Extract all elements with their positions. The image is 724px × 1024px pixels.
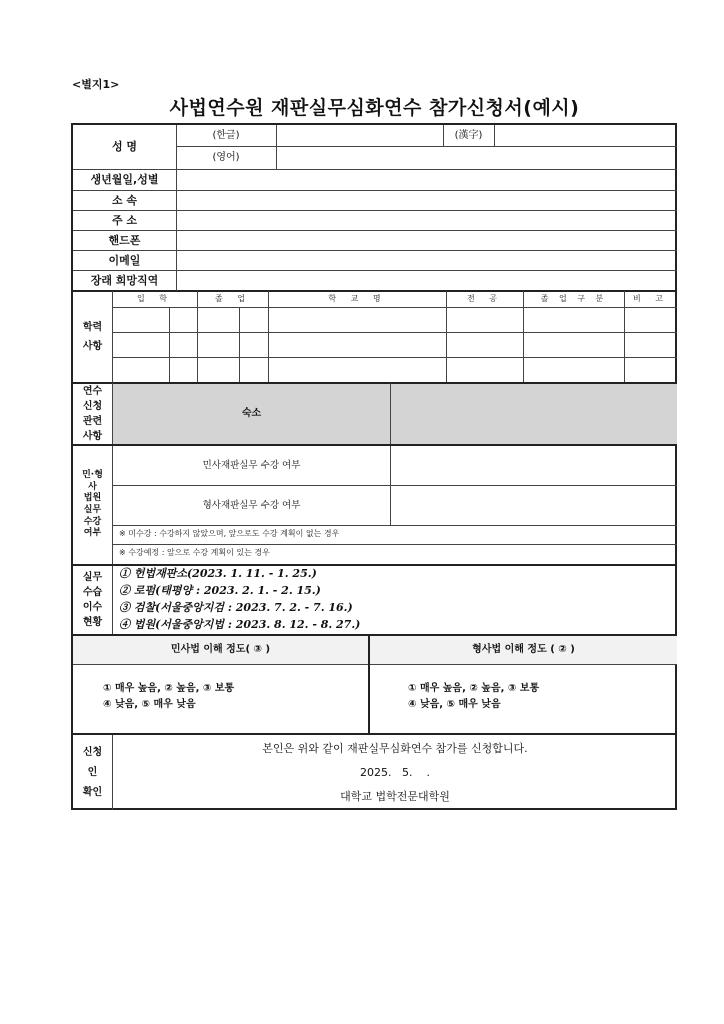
education-header-admission: 입 학 bbox=[137, 294, 173, 304]
course-note-not-taken: ※ 미수강 : 수강하지 않았으며, 앞으로도 수강 계획이 없는 경우 bbox=[119, 529, 340, 538]
hanja-name-field[interactable] bbox=[495, 125, 677, 146]
desired-job-field[interactable] bbox=[177, 271, 677, 290]
course-note-planned: ※ 수강예정 : 앞으로 수강 계획이 있는 경우 bbox=[119, 548, 270, 557]
affiliation-label: 소 속 bbox=[111, 193, 138, 207]
confirm-statement: 본인은 위와 같이 재판실무심화연수 참가를 신청합니다. bbox=[262, 742, 528, 756]
hanja-name-label: (漢字) bbox=[454, 129, 483, 141]
lodging-label: 숙소 bbox=[241, 407, 262, 419]
education-section-label: 학력 사항 bbox=[82, 321, 103, 352]
civil-scale-line2: ④ 낮음, ⑤ 매우 낮음 bbox=[103, 699, 196, 710]
education-header-remarks: 비 고 bbox=[633, 294, 669, 304]
civil-understanding-title: 민사법 이해 정도( ③ ) bbox=[170, 644, 271, 655]
desired-job-label: 장래 희망직역 bbox=[90, 273, 159, 287]
email-label: 이메일 bbox=[108, 253, 141, 267]
practice-item-court: ④ 법원(서울중앙지법 : 2023. 8. 12. - 8. 27.) bbox=[119, 618, 361, 631]
education-header-major: 전 공 bbox=[467, 294, 503, 304]
education-header-graduation: 졸 업 bbox=[215, 294, 251, 304]
civil-course-field[interactable] bbox=[391, 446, 677, 485]
appendix-label: <별지1> bbox=[72, 78, 120, 91]
practice-section-label: 실무 수습 이수 현황 bbox=[82, 572, 103, 628]
address-label: 주 소 bbox=[111, 213, 138, 227]
phone-label: 핸드폰 bbox=[108, 233, 141, 247]
address-field[interactable] bbox=[177, 211, 677, 230]
confirm-school: 대학교 법학전문대학원 bbox=[340, 790, 450, 804]
email-field[interactable] bbox=[177, 251, 677, 270]
criminal-understanding-title: 형사법 이해 정도 ( ② ) bbox=[472, 644, 575, 655]
page-title: 사법연수원 재판실무심화연수 참가신청서(예시) bbox=[169, 97, 580, 119]
birth-gender-field[interactable] bbox=[177, 170, 677, 190]
criminal-course-field[interactable] bbox=[391, 486, 677, 525]
practice-item-law-firm: ② 로펌(태평양 : 2023. 2. 1. - 2. 15.) bbox=[119, 584, 321, 597]
application-form bbox=[71, 123, 677, 810]
phone-field[interactable] bbox=[177, 231, 677, 250]
education-header-degree-type: 졸 업 구 분 bbox=[540, 294, 608, 304]
criminal-scale-line2: ④ 낮음, ⑤ 매우 낮음 bbox=[408, 699, 501, 710]
education-header-school: 학 교 명 bbox=[328, 294, 387, 304]
criminal-scale-line1: ① 매우 높음, ② 높음, ③ 보통 bbox=[408, 683, 540, 694]
training-section-label: 연수 신청 관련 사항 bbox=[82, 385, 103, 442]
course-section-label: 민·형 사 법원 실무 수강 여부 bbox=[82, 469, 103, 539]
english-name-label: (영어) bbox=[212, 152, 240, 163]
confirm-section-label: 신청 인 확인 bbox=[82, 746, 103, 798]
civil-course-label: 민사재판실무 수강 여부 bbox=[202, 459, 301, 471]
english-name-field[interactable] bbox=[277, 147, 677, 169]
birth-gender-label: 생년월일,성별 bbox=[90, 173, 159, 187]
confirm-date: 2025. 5. . bbox=[360, 766, 430, 780]
practice-item-prosecution: ③ 검찰(서울중앙지검 : 2023. 7. 2. - 7. 16.) bbox=[119, 601, 353, 614]
affiliation-field[interactable] bbox=[177, 191, 677, 210]
civil-scale-line1: ① 매우 높음, ② 높음, ③ 보통 bbox=[103, 683, 235, 694]
name-label: 성 명 bbox=[111, 140, 138, 154]
korean-name-field[interactable] bbox=[277, 125, 443, 146]
korean-name-label: (한글) bbox=[212, 129, 240, 141]
criminal-course-label: 형사재판실무 수강 여부 bbox=[202, 499, 301, 511]
practice-item-constitutional-court: ① 헌법재판소(2023. 1. 11. - 1. 25.) bbox=[119, 567, 317, 580]
lodging-field[interactable] bbox=[391, 384, 677, 444]
